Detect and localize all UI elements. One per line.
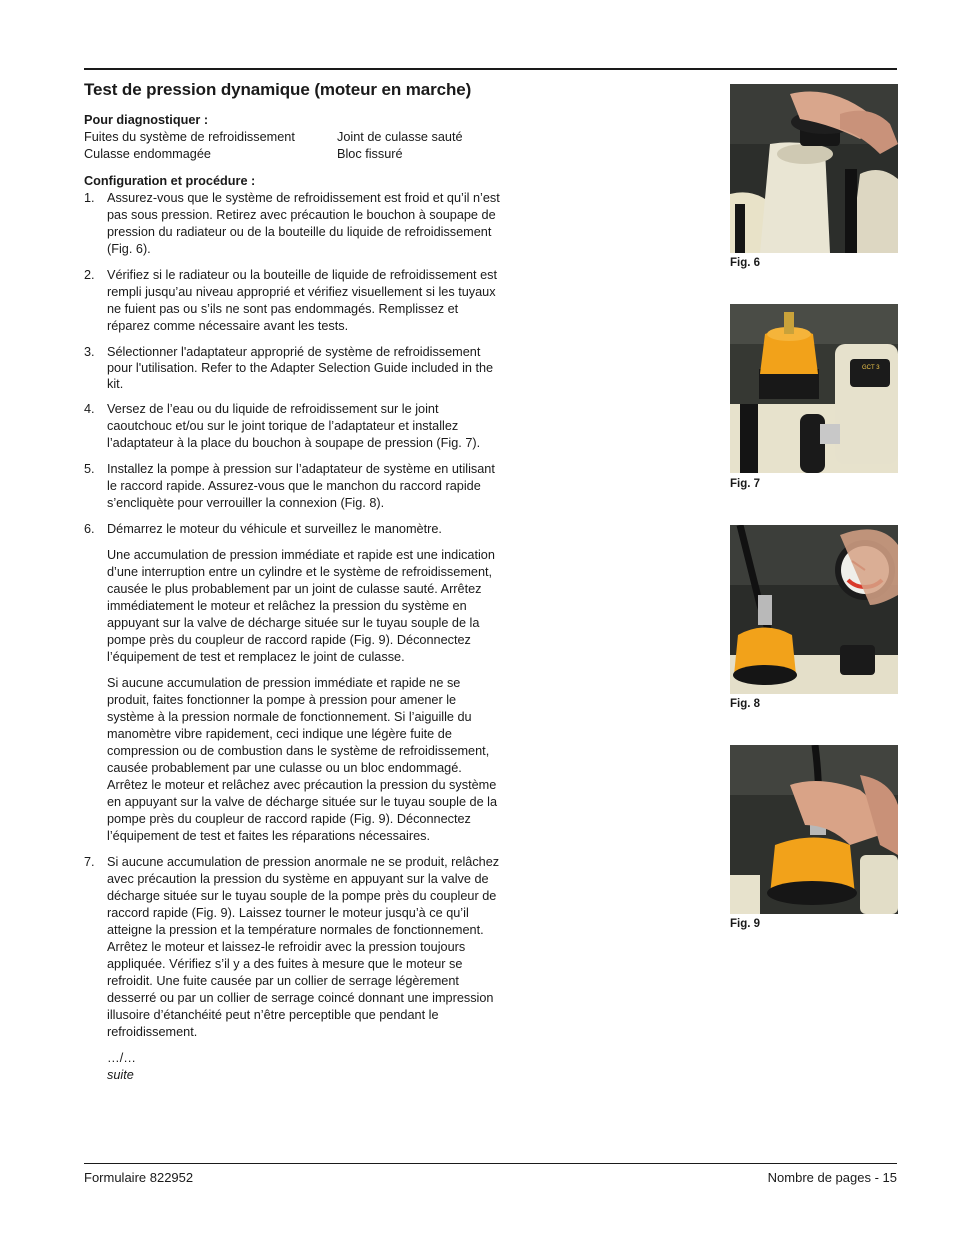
procedure-step [84,461,504,512]
step-paragraph: Si aucune accumulation de pression anormale ne se produit, relâchez avec précaution la pression du système en appuyant sur la valve de décharge située sur le tuyau souple de la pompe près du coupleur de raccord rapide (Fig. 9). Laissez tourner le moteur jusqu’à ce qu’il atteigne la pression et la température normales de fonctionnement. Arrêtez le moteur et laissez-le refroidir avec la pression toujours appliquée. Vérifiez s’il y a des fuites à mesure que le moteur se refroidit. Une fuite causée par un collier de serrage légèrement desserré ou par un collier de serrage coincé donnant une impression illusoire d’étanchéité peut n’être perceptible que pendant le refroidissement. [107,855,500,1039]
adapter-installed-image [730,304,898,473]
diagnose-item: Fuites du système de refroidissement [84,130,295,144]
step-paragraph: Versez de l’eau ou du liquide de refroidissement sur le joint caoutchouc et/ou sur le joint torique de l’adaptateur et installez l’adaptateur à la place du bouchon à soupape de pression (Fig. 7). [107,402,481,450]
step-number: 2. [84,268,95,282]
diagnose-list [84,129,504,163]
figure-8-photo [730,525,898,694]
step-number: 4. [84,402,95,416]
step-paragraph: Si aucune accumulation de pression immédiate et rapide ne se produit, faites fonctionner la pompe à pression pour amener le système à la pression normale de fonctionnement. Si l’aiguille du manomètre vibre rapidement, ceci indique une légère fuite de compression ou de combustion dans le système de refroidissement, causée probablement par une culasse ou un bloc endommagé. Arrêtez le moteur et relâchez avec précaution la pression du système en appuyant sur la valve de décharge située sur le tuyau souple de la pompe près du coupleur de raccord rapide (Fig. 9). Déconnectez l’équipement de test et faites les réparations nécessaires. [107,676,498,843]
procedure-steps [84,190,504,1041]
top-rule [84,68,897,70]
step-paragraph: Une accumulation de pression immédiate et rapide est une indication d’une interruption entre un cylindre et le système de refroidissement, causée le plus probablement par un joint de culasse sauté. Arrêtez immédiatement le moteur et relâchez la pression du système en appuyant sur la valve de décharge située sur le tuyau souple de la pompe près du coupleur de raccord rapide (Fig. 9). Déconnectez l’équipement de test et remplacez le joint de culasse. [107,548,495,664]
figure-6-caption: Fig. 6 [730,257,761,269]
step-number: 7. [84,855,95,869]
form-number: Formulaire 822952 [84,1170,194,1185]
diagnose-heading: Pour diagnostiquer : [84,113,209,127]
step-number: 5. [84,462,95,476]
page-title: Test de pression dynamique (moteur en marche) [84,80,472,99]
radiator-cap-removal-image [730,84,898,253]
continued-ellipsis: …/… [107,1051,136,1065]
step-paragraph: Vérifiez si le radiateur ou la bouteille de liquide de refroidissement est rempli jusqu’au niveau approprié et vérifiez visuellement si les tuyaux ne fuient pas ou s’ils ne sont pas endommagés. Remplissez et réparez comme nécessaire avant les tests. [107,268,498,333]
release-valve-image [730,745,898,914]
procedure-heading: Configuration et procédure : [84,174,256,188]
step-number: 3. [84,345,95,359]
figure-7-photo [730,304,898,473]
step-number: 1. [84,191,95,205]
continued-label: suite [107,1068,134,1082]
page-count: Nombre de pages - 15 [767,1170,897,1185]
figure-9-caption: Fig. 9 [730,918,761,930]
continued-note [84,1050,504,1084]
figure-8-caption: Fig. 8 [730,698,761,710]
figure-7-caption: Fig. 7 [730,478,761,490]
step-paragraph: Sélectionner l'adaptateur approprié de système de refroidissement pour l'utilisation. Refer to the Adapter Selection Guide included in the kit. [107,345,494,391]
bottom-rule [84,1163,897,1164]
reservoir-label: GCT 3 [862,365,880,371]
figure-6-photo [730,84,898,253]
diagnose-item: Bloc fissuré [337,147,403,161]
procedure-step [84,854,504,1041]
step-paragraph: Assurez-vous que le système de refroidissement est froid et qu’il n’est pas sous pression. Retirez avec précaution le bouchon à soupape de pression du radiateur ou de la bouteille du liquide de refroidissement (Fig. 6). [107,191,500,256]
procedure-step [84,401,504,452]
procedure-step [84,521,504,845]
procedure-step [84,344,504,392]
body-text [84,112,504,1084]
step-number: 6. [84,522,95,536]
diagnose-item: Culasse endommagée [84,147,211,161]
step-paragraph: Installez la pompe à pression sur l’adaptateur de système en utilisant le raccord rapide. Assurez-vous que le manchon du raccord rapide s’encliquète pour verrouiller la connexion (Fig. 8). [107,462,495,510]
diagnose-item: Joint de culasse sauté [337,130,463,144]
step-paragraph: Démarrez le moteur du véhicule et surveillez le manomètre. [107,522,442,536]
procedure-step [84,267,504,335]
pump-gauge-image [730,525,898,694]
procedure-step [84,190,504,258]
figure-9-photo [730,745,898,914]
